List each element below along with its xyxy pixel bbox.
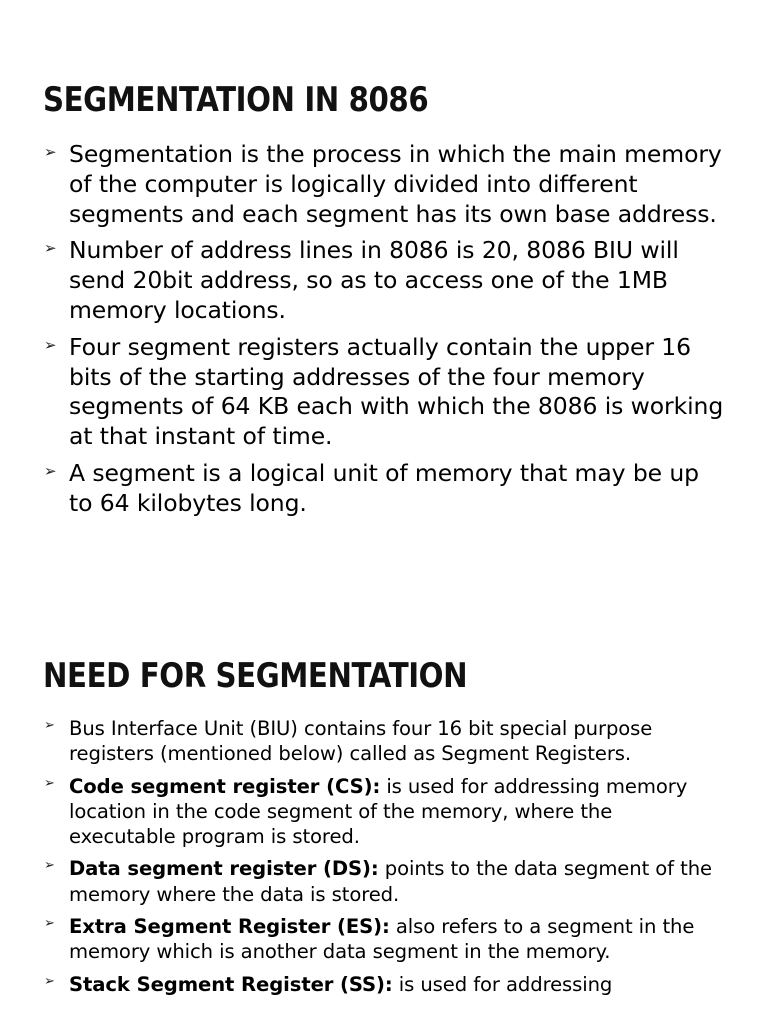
bullet-text: Number of address lines in 8086 is 20, 8086 BIU will send 20bit address, so as to access one of the 1MB memory locations. xyxy=(69,236,679,324)
bullet-item xyxy=(44,140,724,229)
arrow-bullet-icon: ➢ xyxy=(44,239,57,258)
bullet-item xyxy=(44,459,724,519)
bullet-text: Segmentation is the process in which the main memory of the computer is logically divided into different segments and each segment has its own base address. xyxy=(69,140,722,228)
bullet-item xyxy=(44,914,724,965)
register-description-ds: points to the data segment of the memory where the data is stored. xyxy=(69,857,712,906)
bullet-text: A segment is a logical unit of memory that may be up to 64 kilobytes long. xyxy=(69,458,699,517)
bullet-list xyxy=(44,716,724,1004)
register-term-ds: Data segment register (DS): xyxy=(69,857,379,881)
bullet-list xyxy=(44,140,724,526)
arrow-bullet-icon: ➢ xyxy=(44,335,57,354)
arrow-bullet-icon: ➢ xyxy=(44,916,55,932)
register-description-cs: is used for addressing memory location in the code segment of the memory, where the executable program is stored. xyxy=(69,774,688,849)
bullet-item xyxy=(44,774,724,850)
register-description-es: also refers to a segment in the memory which is another data segment in the memory. xyxy=(69,915,695,964)
register-description-ss: is used for addressing xyxy=(392,972,613,996)
bullet-item xyxy=(44,333,724,452)
arrow-bullet-icon: ➢ xyxy=(44,718,55,733)
arrow-bullet-icon: ➢ xyxy=(44,461,57,480)
bullet-text: Bus Interface Unit (BIU) contains four 16 bit special purpose registers (mentioned below) called as Segment Registers. xyxy=(69,717,653,766)
slide-title: NEED FOR SEGMENTATION xyxy=(43,656,468,696)
bullet-item xyxy=(44,236,724,325)
slide-title: SEGMENTATION IN 8086 xyxy=(43,80,429,120)
arrow-bullet-icon: ➢ xyxy=(44,973,55,989)
bullet-text: Four segment registers actually contain the upper 16 bits of the starting addresses of the four memory segments of 64 KB each with which the 8086 is working at that instant of time. xyxy=(69,332,724,451)
arrow-bullet-icon: ➢ xyxy=(44,858,55,874)
register-term-es: Extra Segment Register (ES): xyxy=(69,915,390,939)
arrow-bullet-icon: ➢ xyxy=(44,143,57,161)
bullet-item xyxy=(44,856,724,907)
register-term-ss: Stack Segment Register (SS): xyxy=(69,972,393,996)
arrow-bullet-icon: ➢ xyxy=(44,775,55,791)
slide-need-for-segmentation xyxy=(0,640,768,1024)
bullet-item xyxy=(44,972,724,997)
register-term-cs: Code segment register (CS): xyxy=(69,774,381,798)
bullet-item xyxy=(44,716,724,767)
